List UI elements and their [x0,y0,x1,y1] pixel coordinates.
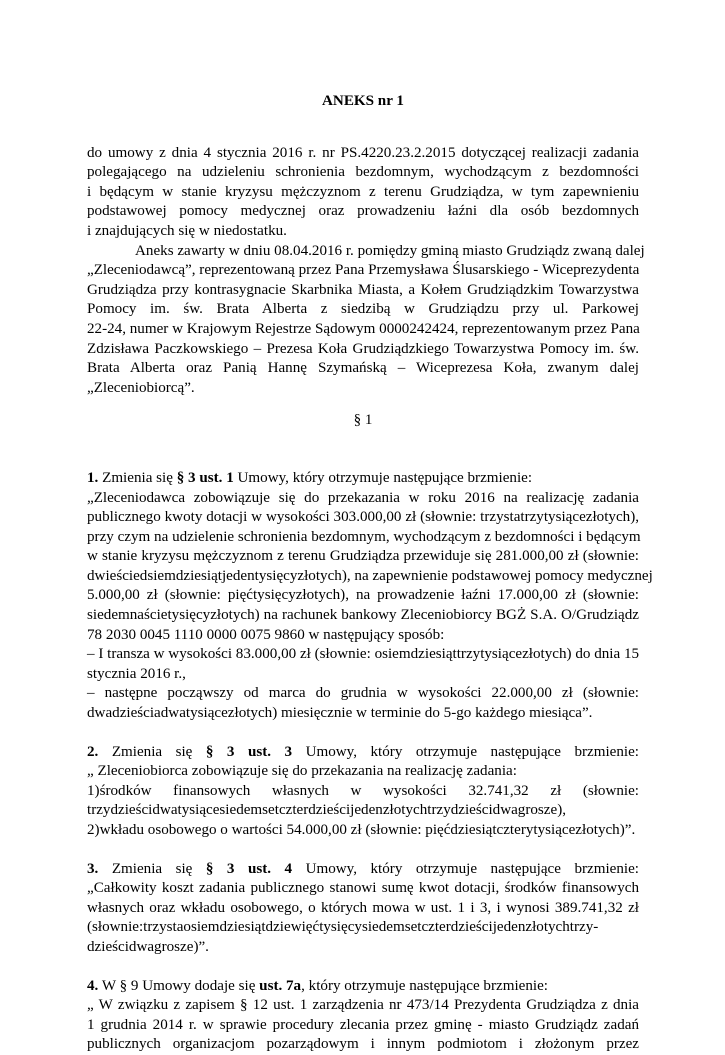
text-line: przy czym na udzielenie schronienia bezdomnym, wychodzącym z bezdomności i będącym [87,528,641,545]
point-heading [87,743,639,763]
point-number: 4. [87,977,99,994]
point-pre: Zmienia się [98,860,206,877]
text-line: Zdzisława Paczkowskiego – Prezesa Koła Grudziądzkiego Towarzystwa Pomocy im. św. [87,340,639,357]
text-line: Aneks zawarty w dniu 08.04.2016 r. pomiędzy gminą miasto Grudziądz zwaną dalej [135,242,645,259]
text-line: – następne począwszy od marca do grudnia w wysokości 22.000,00 zł (słownie: [87,685,639,702]
point-post: Umowy, który otrzymuje następujące brzmienie: [292,743,639,760]
point-ref: § 3 ust. 4 [205,860,293,877]
text-line: stycznia 2016 r., [87,665,186,682]
point-post: Umowy, który otrzymuje następujące brzmienie: [233,469,533,486]
point-post: , który otrzymuje następujące brzmienie: [301,977,548,994]
text-line: publicznego kwoty dotacji w wysokości 303.000,00 zł (słownie: trzystatrzytysiącezłotych), [87,509,639,526]
text-line: i znajdujących się w niedostatku. [87,222,287,239]
text-line: i będącym w stanie kryzysu mężczyznom z terenu Grudziądza, w tym zapewnieniu [87,183,639,200]
point-heading [87,977,639,997]
text-line: 78 2030 0045 1110 0000 0075 9860 w następujący sposób: [87,626,445,643]
text-line: 1)środków finansowych własnych w wysokości 32.741,32 zł (słownie: [87,782,639,799]
document-page [87,92,653,1055]
text-line: w stanie kryzysu mężczyznom z terenu Grudziądza przewiduje się 281.000,00 zł (słownie: [87,548,639,565]
point-ref: § 3 ust. 1 [176,469,234,486]
text-line: 1 grudnia 2014 r. w sprawie procedury zlecania przez gminę - miasto Grudziądz zadań [87,1016,639,1033]
section-heading: § 1 [353,412,373,429]
text-line: „Zleceniobiorcą”. [87,379,195,396]
intro-paragraph [87,144,639,242]
text-line: dwadzieściadwatysiącezłotych) miesięcznie w terminie do 5-go każdego miesiąca”. [87,705,593,722]
point-number: 1. [87,469,99,486]
text-line: 5.000,00 zł (słownie: pięćtysięcyzłotych), na prowadzenie łaźni 17.000,00 zł (słownie: [87,587,639,604]
text-line: dwieściedsiemdziesiątjedentysięcyzłotych), na zapewnienie podstawowej pomocy medycznej [87,567,653,584]
point-heading [87,469,639,489]
text-line: dzieścidwagrosze)”. [87,938,209,955]
text-line: siedemnaścietysięcyzłotych) na rachunek bankowy Zleceniobiorcy BGŻ S.A. O/Grudziądz [87,607,639,624]
point-2 [87,743,639,841]
text-line: „ Zleceniobiorca zobowiązuje się do przekazania na realizację zadania: [87,763,517,780]
point-post: Umowy, który otrzymuje następujące brzmienie: [292,860,639,877]
point-ref: ust. 7a [259,977,302,994]
text-line: podstawowej pomocy medycznej oraz prowadzeniu łaźni dla osób bezdomnych [87,203,639,220]
point-1 [87,469,653,724]
text-line: (słownie:trzystaosiemdziesiątdziewięćtysięcysiedemsetczterdzieścijedenzłotychtrzy- [87,919,599,936]
text-line: polegającego na udzieleniu schronienia bezdomnym, wychodzącym z bezdomności [87,164,639,181]
text-line: „ W związku z zapisem § 12 ust. 1 zarządzenia nr 473/14 Prezydenta Grudziądza z dnia [87,997,639,1014]
text-line: – I transza w wysokości 83.000,00 zł (słownie: osiemdziesiąttrzytysiącezłotych) do dnia 15 [87,646,640,663]
point-4 [87,977,639,1055]
text-line: publicznych organizacjom pozarządowym i innym podmiotom i złożonym przez [87,1036,639,1053]
text-line: Pomocy im. św. Brata Alberta z siedzibą w Grudziądzu przy ul. Parkowej [87,301,639,318]
text-line: 22-24, numer w Krajowym Rejestrze Sądowym 0000242424, reprezentowanym przez Pana [87,320,640,337]
text-line: trzydzieścidwatysiącesiedemsetczterdzieścijedenzłotychtrzydzieścidwagrosze), [87,802,566,819]
point-pre: Zmienia się [98,743,206,760]
text-line: 2)wkładu osobowego o wartości 54.000,00 zł (słownie: pięćdziesiątczterytysiącezłotych)”. [87,822,636,838]
point-heading [87,860,639,880]
text-line: „Zleceniodawca zobowiązuje się do przekazania w roku 2016 na realizację zadania [87,489,639,506]
point-ref: § 3 ust. 3 [205,743,293,760]
point-pre: W § 9 Umowy dodaje się [98,977,260,994]
text-line: „Zleceniodawcą”, reprezentowaną przez Pana Przemysława Ślusarskiego - Wiceprezydenta [87,262,640,279]
point-number: 2. [87,743,99,760]
parties-paragraph [87,242,645,399]
point-number: 3. [87,860,99,877]
text-line: Brata Alberta oraz Panią Hannę Szymańską – Wiceprezesa Koła, zwanym dalej [87,360,639,377]
text-line: do umowy z dnia 4 stycznia 2016 r. nr PS.4220.23.2.2015 dotyczącej realizacji zadania [87,144,639,161]
point-3 [87,860,639,958]
point-pre: Zmienia się [98,469,177,486]
text-line: Grudziądza przy kontrasygnacie Skarbnika Miasta, a Kołem Grudziądzkim Towarzystwa [87,281,639,298]
text-line: własnych oraz wkładu osobowego, o których mowa w ust. 1 i 3, i wynosi 389.741,32 zł [87,899,639,916]
text-line: „Całkowity koszt zadania publicznego stanowi sumę kwot dotacji, środków finansowych [87,880,639,897]
document-title: ANEKS nr 1 [322,93,404,109]
